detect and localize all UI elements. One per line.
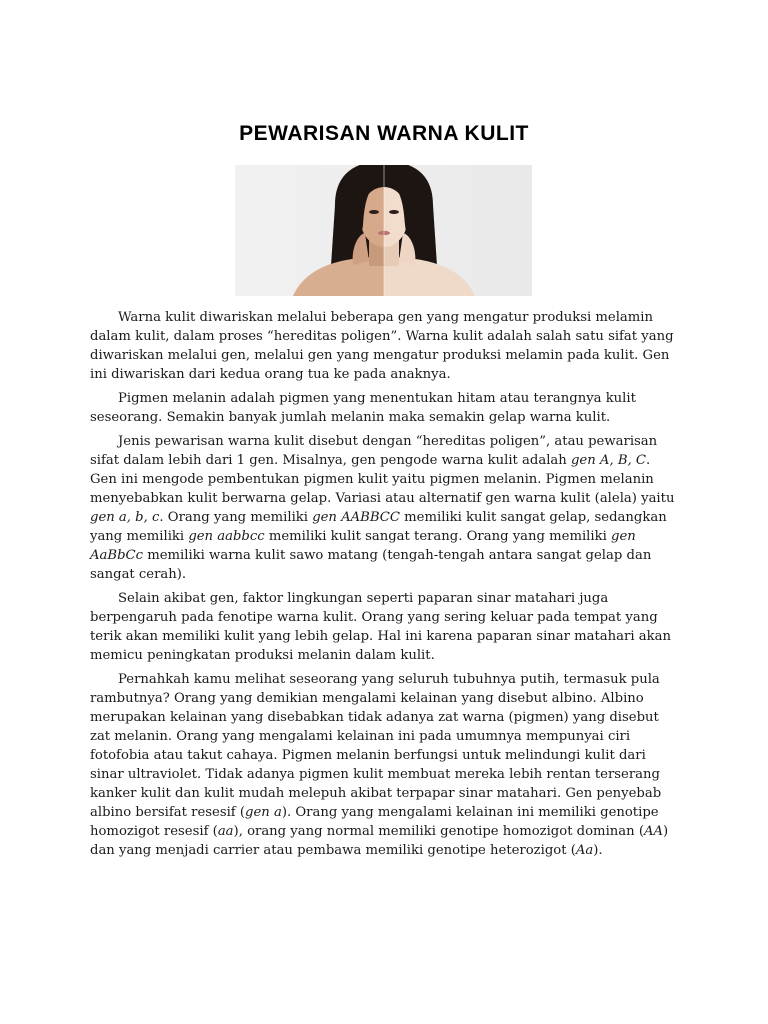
text-run: ). — [593, 843, 603, 858]
text-run: Selain akibat gen, faktor lingkungan seperti paparan sinar matahari juga berpengaruh pada fenotipe warna kulit. Orang yang sering keluar pada tempat yang terik akan memiliki kulit yang lebih gelap. Hal ini karena paparan sinar matahari akan memicu peningkatan produksi melanin dalam kulit. — [90, 591, 671, 663]
text-run: memiliki warna kulit sawo matang (tengah-tengah antara sangat gelap dan sangat cerah). — [90, 548, 652, 582]
text-run: Pigmen melanin adalah pigmen yang menentukan hitam atau terangnya kulit seseorang. Semakin banyak jumlah melanin maka semakin gelap warna kulit. — [90, 391, 636, 425]
italic-term: gen aabbcc — [188, 529, 265, 544]
paragraph-1 — [90, 308, 680, 384]
italic-term: gen a, b, c — [90, 510, 160, 525]
italic-term: aa — [217, 824, 234, 839]
text-run: . Orang yang memiliki — [159, 510, 313, 525]
paragraph-2 — [90, 389, 680, 427]
text-run: Pernahkah kamu melihat seseorang yang seluruh tubuhnya putih, termasuk pula rambutnya? Orang yang demikian mengalami kelainan yang disebut albino. Albino merupakan kelainan yang disebabkan tidak adanya zat warna (pigmen) yang disebut zat melanin. Orang yang mengalami kelainan ini pada umumnya mempunyai ciri fotofobia atau takut cahaya. Pigmen melanin berfungsi untuk melindungi kulit dari sinar ultraviolet. Tidak adanya pigmen kulit membuat mereka lebih rentan terserang kanker kulit dan kulit mudah melepuh akibat terpapar sinar matahari. Gen penyebab albino bersifat resesif ( — [90, 672, 662, 820]
italic-term: gen A, B, C — [570, 453, 646, 468]
document-title: PEWARISAN WARNA KULIT — [239, 122, 529, 145]
woman-face-half-skin-tone-icon — [235, 165, 532, 296]
italic-term: AA — [643, 824, 664, 839]
paragraph-4 — [90, 589, 680, 665]
text-run: ), orang yang normal memiliki genotipe homozigot dominan ( — [233, 824, 644, 839]
text-run: Warna kulit diwariskan melalui beberapa gen yang mengatur produksi melamin dalam kulit, dalam proses “hereditas poligen”. Warna kulit adalah salah satu sifat yang diwariskan melalui gen, melalui gen yang mengatur produksi melamin pada kulit. Gen ini diwariskan dari kedua orang tua ke pada anaknya. — [90, 310, 674, 382]
text-run: ). Orang yang mengalami kelainan ini memiliki genotipe homozigot resesif ( — [90, 805, 659, 839]
woman-face-photo — [235, 165, 532, 296]
italic-term: gen AaBbCc — [90, 529, 636, 563]
body-text — [90, 308, 680, 865]
text-run: Jenis pewarisan warna kulit disebut dengan “hereditas poligen”, atau pewarisan sifat dalam lebih dari 1 gen. Misalnya, gen pengode warna kulit adalah — [90, 434, 658, 468]
paragraph-3 — [90, 432, 680, 584]
italic-term: Aa — [575, 843, 594, 858]
text-run: ) dan yang menjadi carrier atau pembawa memiliki genotipe heterozigot ( — [90, 824, 669, 858]
text-run: memiliki kulit sangat gelap, sedangkan yang memiliki — [90, 510, 667, 544]
text-run: . Gen ini mengode pembentukan pigmen kulit yaitu pigmen melanin. Pigmen melanin menyebabkan kulit berwarna gelap. Variasi atau alternatif gen warna kulit (alela) yaitu — [90, 453, 675, 506]
italic-term: gen a — [245, 805, 282, 820]
text-run: memiliki kulit sangat terang. Orang yang memiliki — [264, 529, 612, 544]
italic-term: gen AABBCC — [312, 510, 400, 525]
paragraph-5 — [90, 670, 680, 860]
